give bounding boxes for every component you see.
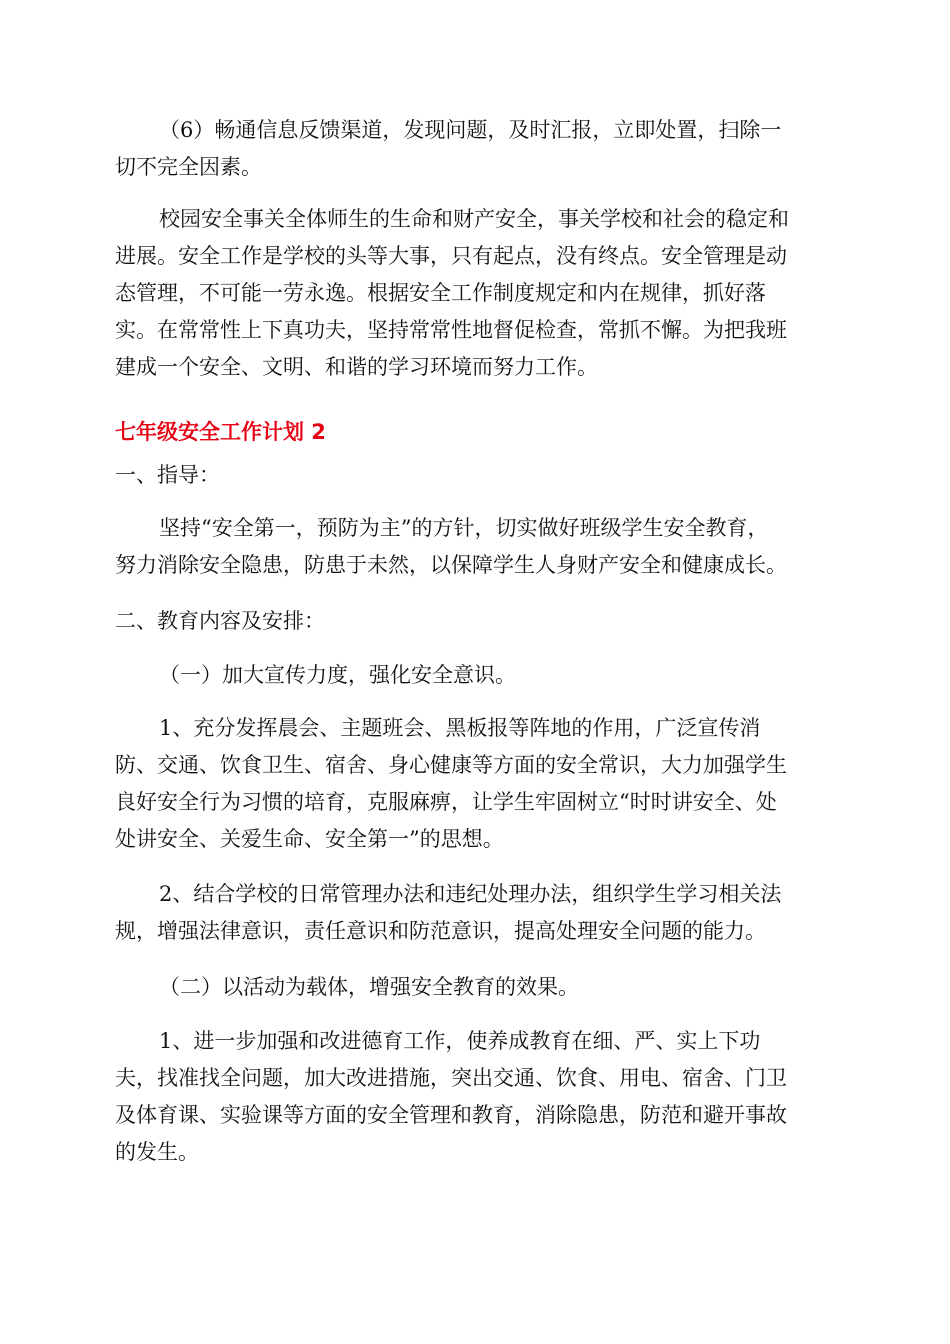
text-line: 1、充分发挥晨会、主题班会、黑板报等阵地的作用，广泛宣传消 [159, 716, 761, 740]
paragraph-item-1-moral-education [115, 1023, 835, 1171]
section-title-guidance [115, 457, 835, 494]
section-title-education [115, 603, 835, 640]
text-line: （二）以活动为载体，增强安全教育的效果。 [159, 975, 579, 999]
text-line: 二、教育内容及安排： [115, 609, 325, 633]
text-line: 良好安全行为习惯的培育，克服麻痹，让学生牢固树立“时时讲安全、处 [115, 790, 777, 814]
text-line: 进展。安全工作是学校的头等大事，只有起点，没有终点。安全管理是动 [115, 244, 787, 268]
text-line: 规，增强法律意识，责任意识和防范意识，提高处理安全问题的能力。 [115, 919, 766, 943]
paragraph-item-2-regulations [115, 876, 835, 950]
text-line: 的发生。 [115, 1140, 199, 1164]
text-line: 处讲安全、关爱生命、安全第一”的思想。 [115, 827, 504, 851]
paragraph-6-info-feedback [115, 112, 835, 186]
section-heading: 七年级安全工作计划 2 [115, 420, 326, 444]
text-line: 2、结合学校的日常管理办法和违纪处理办法，组织学生学习相关法 [159, 882, 782, 906]
text-line: 态管理，不可能一劳永逸。根据安全工作制度规定和内在规律，抓好落 [115, 281, 766, 305]
paragraph-item-1-publicity [115, 710, 835, 858]
text-line: （6）畅通信息反馈渠道，发现问题，及时汇报，立即处置，扫除一 [159, 118, 782, 142]
text-line: 实。在常常性上下真功夫，坚持常常性地督促检查，常抓不懈。为把我班 [115, 318, 787, 342]
text-line: 切不完全因素。 [115, 155, 262, 179]
subsection-title-1 [115, 657, 835, 694]
text-line: 1、进一步加强和改进德育工作，使养成教育在细、严、实上下功 [159, 1029, 761, 1053]
text-line: 坚持“安全第一，预防为主”的方针，切实做好班级学生安全教育， [159, 516, 769, 540]
paragraph-policy [115, 510, 835, 584]
paragraph-campus-safety [115, 201, 835, 386]
text-line: 校园安全事关全体师生的生命和财产安全，事关学校和社会的稳定和 [159, 207, 789, 231]
text-line: 夫，找准找全问题，加大改进措施，突出交通、饮食、用电、宿舍、门卫 [115, 1066, 787, 1090]
text-line: 一、指导： [115, 463, 220, 487]
text-line: 防、交通、饮食卫生、宿舍、身心健康等方面的安全常识，大力加强学生 [115, 753, 787, 777]
text-line: 建成一个安全、文明、和谐的学习环境而努力工作。 [115, 355, 598, 379]
subsection-title-2 [115, 969, 835, 1006]
text-line: 及体育课、实验课等方面的安全管理和教育，消除隐患，防范和避开事故 [115, 1103, 787, 1127]
text-line: 努力消除安全隐患，防患于未然，以保障学生人身财产安全和健康成长。 [115, 553, 787, 577]
text-line: （一）加大宣传力度，强化安全意识。 [159, 663, 516, 687]
